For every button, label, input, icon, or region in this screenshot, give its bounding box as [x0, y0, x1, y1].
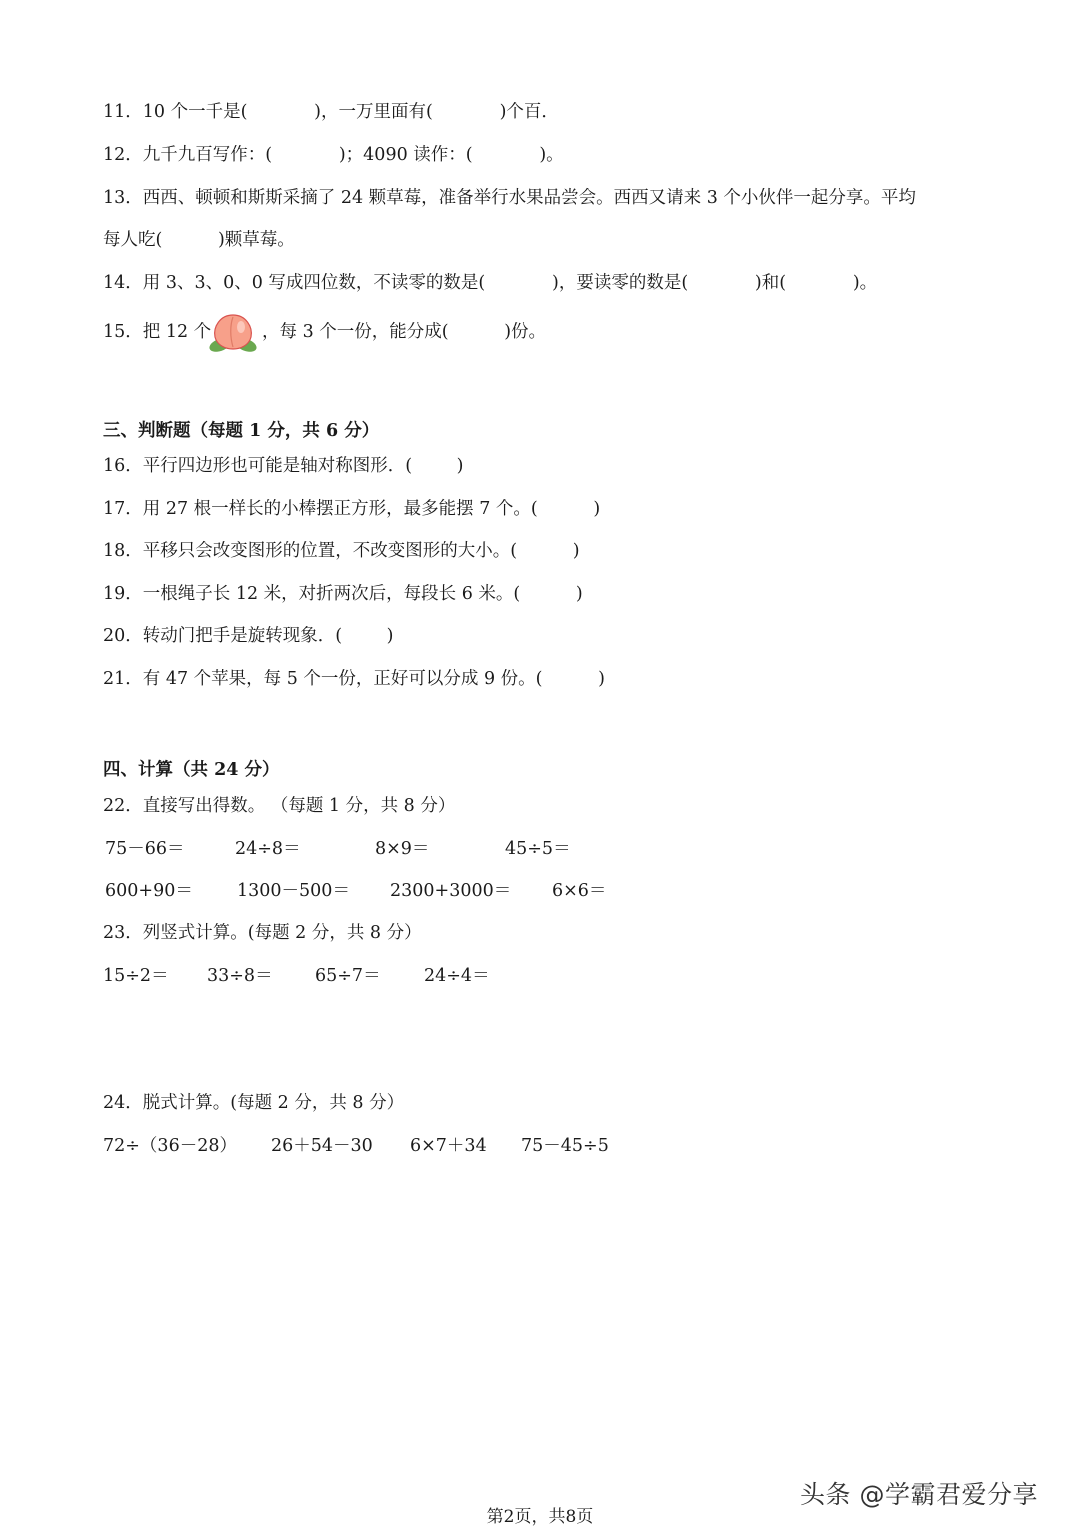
- q24-item-1: 72÷（36－28）: [103, 1136, 237, 1156]
- watermark: 头条 @学霸君爱分享: [800, 1480, 1038, 1509]
- question-16: 16．平行四边形也可能是轴对称图形．( ): [103, 456, 464, 476]
- q24-item-4: 75－45÷5: [521, 1136, 609, 1156]
- question-20: 20．转动门把手是旋转现象．( ): [103, 626, 394, 646]
- q22-item-4: 45÷5＝: [505, 839, 571, 859]
- q22-item-2: 24÷8＝: [235, 839, 301, 859]
- q23-item-1: 15÷2＝: [103, 966, 169, 986]
- q22-item-7: 2300+3000＝: [390, 881, 512, 901]
- q24-item-2: 26＋54－30: [271, 1136, 373, 1156]
- question-15-part2: ，每 3 个一份，能分成( )份。: [262, 322, 547, 342]
- q22-item-5: 600+90＝: [105, 881, 193, 901]
- q23-item-3: 65÷7＝: [315, 966, 381, 986]
- question-18: 18．平移只会改变图形的位置，不改变图形的大小。( ): [103, 541, 580, 561]
- question-15-part1: 15．把 12 个: [103, 322, 212, 342]
- question-14: 14．用 3、3、0、0 写成四位数，不读零的数是( )，要读零的数是( )和( )。: [103, 273, 878, 293]
- question-12: 12．九千九百写作：( )；4090 读作：( )。: [103, 145, 564, 165]
- page-footer: 第2页，共8页: [486, 1507, 594, 1527]
- section-4-title: 四、计算（共 24 分）: [103, 760, 280, 780]
- peach-icon: [208, 311, 258, 353]
- question-17: 17．用 27 根一样长的小棒摆正方形，最多能摆 7 个。( ): [103, 499, 601, 519]
- q22-item-1: 75－66＝: [105, 839, 185, 859]
- section-3-title: 三、判断题（每题 1 分，共 6 分）: [103, 421, 380, 441]
- question-22: 22．直接写出得数。 （每题 1 分，共 8 分）: [103, 796, 456, 816]
- q23-item-4: 24÷4＝: [424, 966, 490, 986]
- question-21: 21．有 47 个苹果，每 5 个一份，正好可以分成 9 份。( ): [103, 669, 605, 689]
- q23-item-2: 33÷8＝: [207, 966, 273, 986]
- q22-item-8: 6×6＝: [552, 881, 607, 901]
- question-19: 19．一根绳子长 12 米，对折两次后，每段长 6 米。( ): [103, 584, 583, 604]
- question-13-line1: 13．西西、顿顿和斯斯采摘了 24 颗草莓，准备举行水果品尝会。西西又请来 3 个小伙伴一起分享。平均: [103, 188, 916, 208]
- question-24: 24．脱式计算。(每题 2 分，共 8 分）: [103, 1093, 405, 1113]
- q22-item-6: 1300－500＝: [237, 881, 350, 901]
- question-11: 11．10 个一千是( )，一万里面有( )个百．: [103, 102, 559, 122]
- question-13-line2: 每人吃( )颗草莓。: [103, 230, 295, 250]
- question-23: 23．列竖式计算。(每题 2 分，共 8 分）: [103, 923, 422, 943]
- q24-item-3: 6×7＋34: [410, 1136, 487, 1156]
- q22-item-3: 8×9＝: [375, 839, 430, 859]
